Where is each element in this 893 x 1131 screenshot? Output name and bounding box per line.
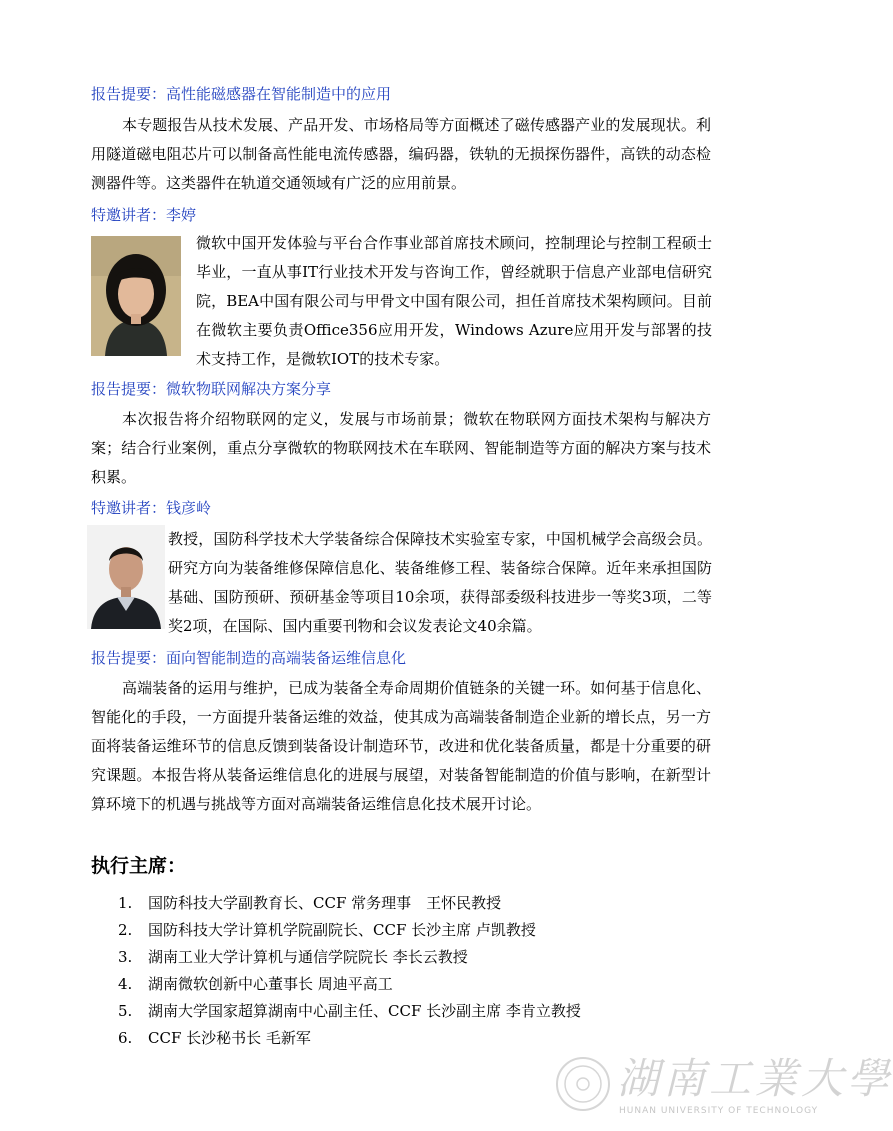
speaker-heading-2: 特邀讲者：钱彦岭 [91,499,212,517]
report-paragraph-1: 本专题报告从技术发展、产品开发、市场格局等方面概述了磁传感器产业的发展现状。利用隧道磁电阻芯片可以制备高性能电流传感器，编码器，铁轨的无损探伤器件，高铁的动态检测器件等。这类器件在轨道交通领域有广泛的应用前景。 [91,116,711,192]
speaker-photo-qian-yanling [87,525,165,629]
watermark-subtitle: HUNAN UNIVERSITY OF TECHNOLOGY [619,1106,819,1116]
report-paragraph-3: 高端装备的运用与维护，已成为装备全寿命周期价值链条的关键一环。如何基于信息化、智能化的手段，一方面提升装备运维的效益，使其成为高端装备制造企业新的增长点，另一方面将装备运维环节的信息反馈到装备设计制造环节，改进和优化装备质量，都是十分重要的研究课题。本报告将从装备运维信息化的进展与展望，对装备智能制造的价值与影响，在新型计算环境下的机遇与挑战等方面对高端装备运维信息化技术展开讨论。 [91,679,711,813]
report-heading-2: 报告提要：微软物联网解决方案分享 [91,380,332,398]
list-item: 1. 国防科技大学副教育长、CCF 常务理事 王怀民教授 [118,894,502,912]
chairs-list [118,890,581,1052]
speaker-bio-1: 微软中国开发体验与平台合作事业部首席技术顾问，控制理论与控制工程硕士毕业，一直从事IT行业技术开发与咨询工作，曾经就职于信息产业部电信研究院，BEA中国有限公司与甲骨文中国有限公司，担任首席技术架构顾问。目前在微软主要负责Office356应用开发，Windows Azure应用开发与部署的技术支持工作，是微软IOT的技术专家。 [196,234,712,368]
report-paragraph-2: 本次报告将介绍物联网的定义，发展与市场前景；微软在物联网方面技术架构与解决方案；结合行业案例，重点分享微软的物联网技术在车联网、智能制造等方面的解决方案与技术积累。 [91,410,711,486]
report-heading-3: 报告提要：面向智能制造的高端装备运维信息化 [91,649,407,667]
list-item: 4. 湖南微软创新中心董事长 周迪平高工 [118,975,393,993]
report-heading-1: 报告提要：高性能磁感器在智能制造中的应用 [91,85,392,103]
speaker-heading-1: 特邀讲者：李婷 [91,206,197,224]
university-watermark [555,1052,893,1124]
list-item: 3. 湖南工业大学计算机与通信学院院长 李长云教授 [118,948,468,966]
list-item: 6. CCF 长沙秘书长 毛新军 [118,1029,311,1047]
watermark-name: 湖南工業大學 [617,1054,893,1103]
chairs-title: 执行主席： [91,855,187,877]
university-seal-icon [555,1056,611,1112]
list-item: 2. 国防科技大学计算机学院副院长、CCF 长沙主席 卢凯教授 [118,921,536,939]
speaker-photo-li-ting [91,236,181,356]
list-item: 5. 湖南大学国家超算湖南中心副主任、CCF 长沙副主席 李肯立教授 [118,1002,581,1020]
speaker-bio-2: 教授，国防科学技术大学装备综合保障技术实验室专家，中国机械学会高级会员。研究方向为装备维修保障信息化、装备维修工程、装备综合保障。近年来承担国防基础、国防预研、预研基金等项目10余项，获得部委级科技进步一等奖3项，二等奖2项，在国际、国内重要刊物和会议发表论文40余篇。 [168,530,712,635]
